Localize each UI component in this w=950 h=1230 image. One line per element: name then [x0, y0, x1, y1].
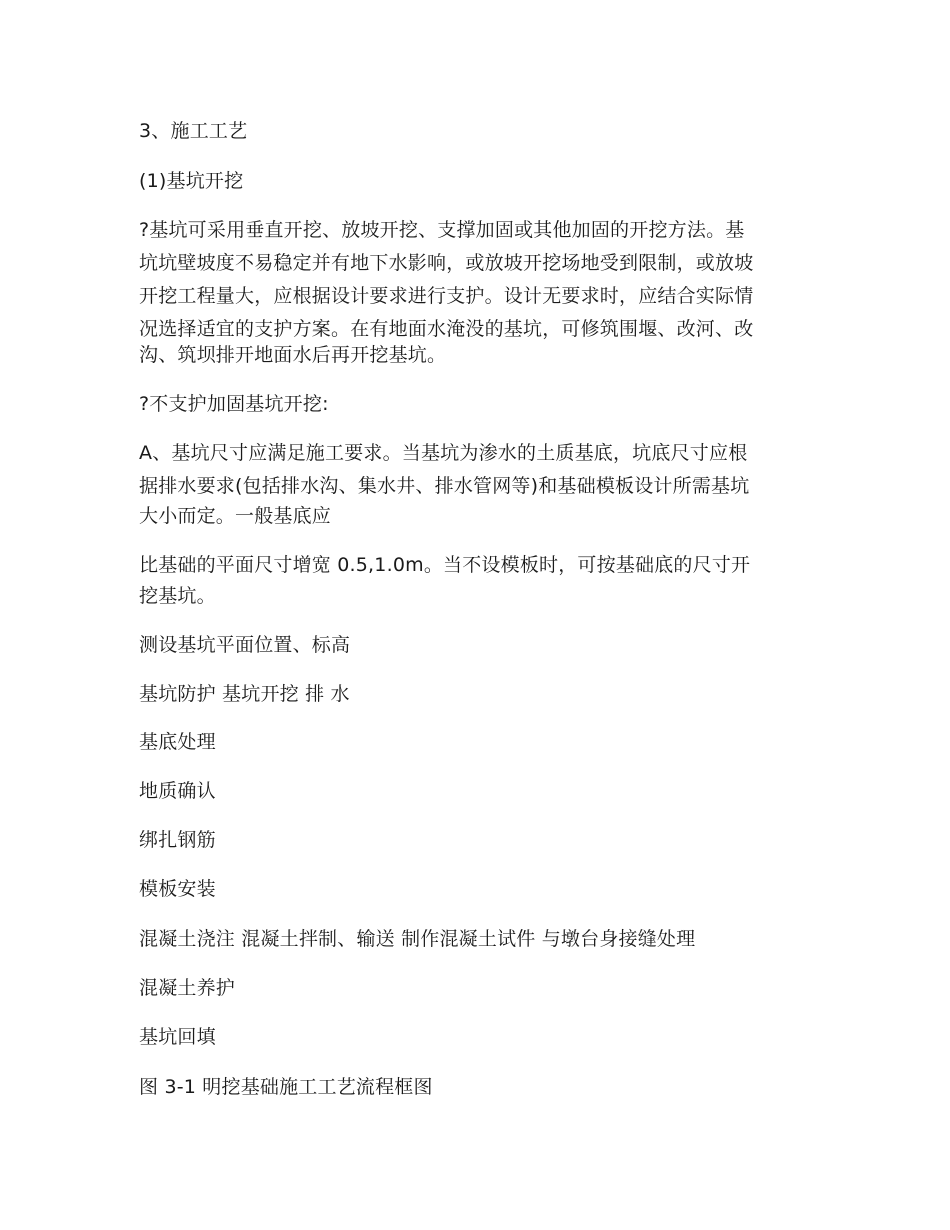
- section-heading: 3、施工工艺: [139, 120, 248, 142]
- flow-step: 测设基坑平面位置、标高: [139, 634, 351, 656]
- paragraph-line: 比基础的平面尺寸增宽 0.5,1.0m。当不设模板时，可按基础底的尺寸开: [139, 554, 751, 576]
- flow-step: 基坑防护 基坑开挖 排 水: [139, 683, 350, 705]
- flow-step: 基底处理: [139, 731, 216, 753]
- subsection-heading: (1)基坑开挖: [139, 170, 244, 192]
- flow-step: 混凝土浇注 混凝土拌制、输送 制作混凝土试件 与墩台身接缝处理: [139, 928, 696, 950]
- flow-step: 基坑回填: [139, 1026, 216, 1048]
- flow-step: 地质确认: [139, 780, 216, 802]
- paragraph-line: 坑坑壁坡度不易稳定并有地下水影响，或放坡开挖场地受到限制，或放坡: [139, 252, 754, 274]
- figure-caption: 图 3-1 明挖基础施工工艺流程框图: [139, 1076, 433, 1098]
- paragraph-line: ?不支护加固基坑开挖:: [139, 393, 329, 415]
- flow-step: 混凝土养护: [139, 977, 236, 999]
- paragraph-line: 挖基坑。: [139, 585, 216, 607]
- paragraph-line: 大小而定。一般基底应: [139, 505, 332, 527]
- paragraph-line: A、基坑尺寸应满足施工要求。当基坑为渗水的土质基底，坑底尺寸应根: [139, 442, 748, 464]
- paragraph-line: ?基坑可采用垂直开挖、放坡开挖、支撑加固或其他加固的开挖方法。基: [139, 219, 745, 241]
- paragraph-line: 况选择适宜的支护方案。在有地面水淹没的基坑，可修筑围堰、改河、改: [139, 318, 754, 340]
- paragraph-line: 开挖工程量大，应根据设计要求进行支护。设计无要求时，应结合实际情: [139, 285, 754, 307]
- paragraph-line: 沟、筑坝排开地面水后再开挖基坑。: [139, 344, 447, 366]
- flow-step: 模板安装: [139, 878, 216, 900]
- paragraph-line: 据排水要求(包括排水沟、集水井、排水管网等)和基础模板设计所需基坑: [139, 475, 750, 497]
- flow-step: 绑扎钢筋: [139, 829, 216, 851]
